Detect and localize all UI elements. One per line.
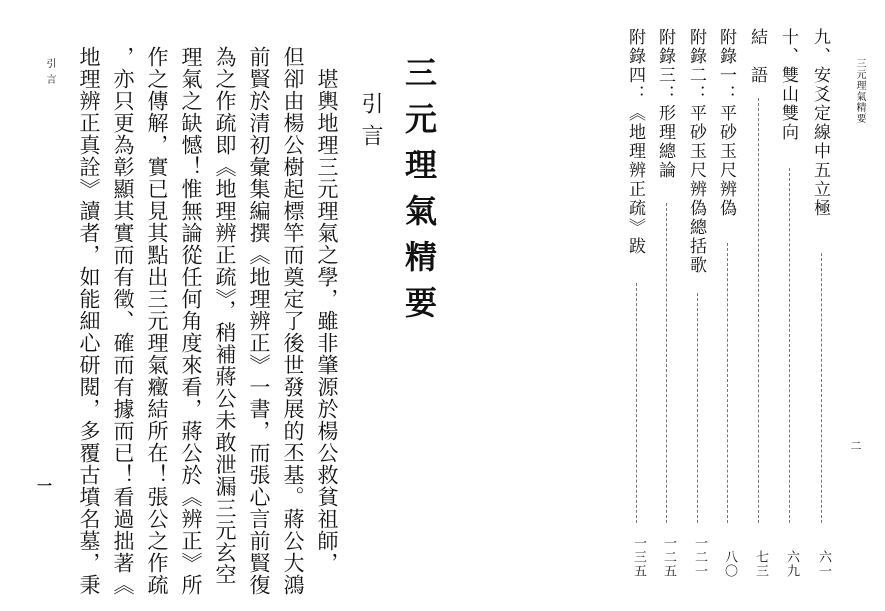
page-number-right: 二 [849, 440, 862, 451]
running-header-right: 三元理氣精要 [854, 58, 865, 124]
toc-entry-title: 附錄四：《地理辨正疏》跋 [625, 28, 645, 256]
toc-entry [714, 28, 742, 578]
book-title: 三元理氣精要 [400, 56, 438, 332]
toc-entry-page: 一二一 [692, 536, 707, 578]
body-line: 作之傳解，實已見其點出三元理氣癥結所在！張公之作疏 [145, 46, 169, 596]
toc-leader-line [821, 253, 822, 523]
toc-entry [653, 28, 681, 578]
toc-leader-line [789, 168, 790, 523]
body-line: ，亦只更為彰顯其實而有徵、確而有據而已！看過拙著《 [111, 46, 135, 596]
toc-entry [808, 28, 836, 578]
toc-leader-line [636, 283, 637, 523]
toc-entry-title: 附錄三：形理總論 [655, 28, 675, 180]
toc-leader-line [727, 243, 728, 523]
body-line: 但卻由楊公樹起標竿而奠定了後世發展的丕基。蔣公大鴻 [281, 46, 305, 596]
toc-entry-page: 七三 [753, 550, 768, 578]
toc-entry-title: 十、雙山雙向 [778, 28, 798, 142]
toc-entry-page: 六一 [816, 550, 831, 578]
page-number-left: 一 [35, 478, 53, 493]
toc-entry [745, 28, 773, 578]
toc-entry-page: 一三五 [631, 536, 646, 578]
section-heading: 引言 [358, 92, 383, 156]
body-line: 前賢於清初彙集編撰《地理辨正》一書，而張心言前賢復 [247, 46, 271, 596]
toc-leader-line [697, 293, 698, 523]
toc-entry-page: 六九 [784, 550, 799, 578]
toc-leader-line [666, 203, 667, 523]
body-line: 地理辨正真詮》讀者，如能細心研閱，多覆古墳名墓，秉 [77, 46, 101, 596]
toc-entry-title: 附錄一：平砂玉尺辨偽 [716, 28, 736, 218]
toc-entry-title: 九、安爻定線中五立極 [810, 28, 830, 218]
toc-leader-line [758, 98, 759, 523]
toc-entry [776, 28, 804, 578]
body-line: 堪輿地理三元理氣之學，雖非肇源於楊公救貧祖師， [315, 68, 339, 574]
toc-entry-page: 八〇 [722, 550, 737, 578]
toc-entry-title: 結 語 [747, 28, 767, 85]
toc-entry [623, 28, 651, 578]
running-header-left: 引言 [44, 58, 55, 90]
toc-entry-page: 一二五 [661, 536, 676, 578]
body-line: 為之作疏即《地理辨正疏》，稍補蔣公未敢泄漏三元玄空 [213, 46, 237, 586]
body-line: 理氣之缺憾！惟無論從任何角度來看，蔣公於《辨正》所 [179, 46, 203, 596]
toc-entry-title: 附錄二：平砂玉尺辨偽總括歌 [686, 28, 706, 275]
toc-entry [684, 28, 712, 578]
